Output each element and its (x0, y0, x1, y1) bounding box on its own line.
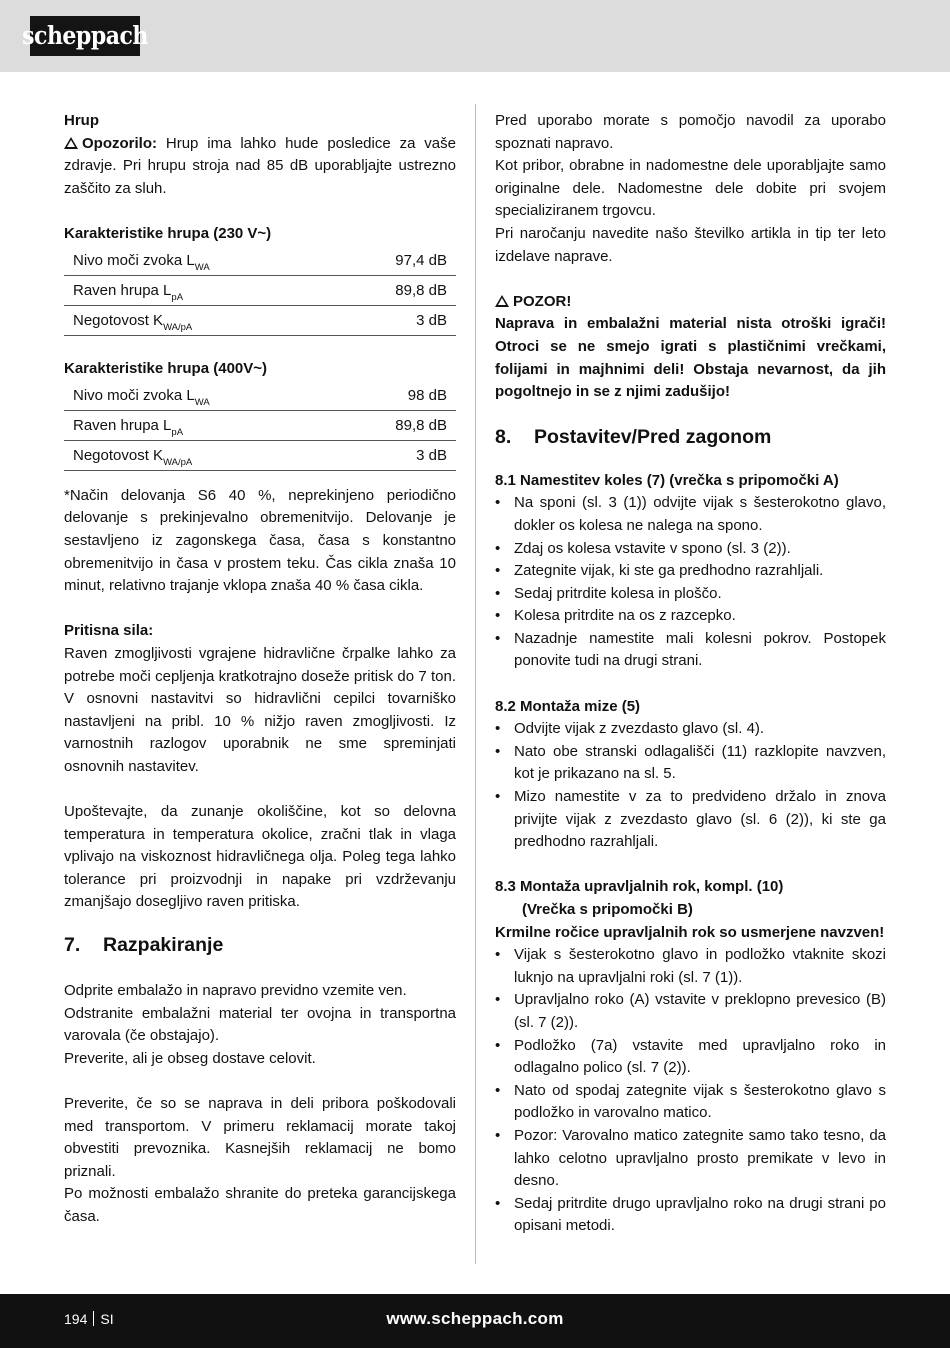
list-item: • Na sponi (sl. 3 (1)) odvijte vijak s šesterokotno glavo, dokler os kolesa ne nalega na spono. (495, 492, 886, 537)
section-title: Razpakiranje (103, 934, 224, 957)
spec-subscript: pA (171, 291, 184, 303)
language-code: SI (100, 1311, 114, 1327)
spec-value: 98 dB (341, 381, 456, 411)
storage-text: Po možnosti embalažo shranite do preteka garancijskega časa. (64, 1185, 456, 1225)
list-item: • Sedaj pritrdite kolesa in ploščo. (495, 583, 886, 606)
scheppach-logo (22, 16, 148, 56)
list-item: • Upravljalno roko (A) vstavite v preklopno prevesico (B) (sl. 7 (2)). (495, 989, 886, 1034)
list-item: • Kolesa pritrdite na os z razcepko. (495, 605, 886, 628)
operation-note: *Način delovanja S6 40 %, neprekinjeno periodično delovanje s prekinjevalno obremenitvijo. Delovanje je sestavljeno iz zagonskega časa, časa s konstantno obremenitvijo in časa v prostem teku. Čas cikla znaša 10 minut, relativno trajanje vklopa znaša 40 % časa cikla. (64, 486, 456, 595)
spec-subscript: pA (171, 426, 184, 438)
spec-value: 89,8 dB (341, 410, 456, 440)
website-url: www.scheppach.com (386, 1309, 564, 1328)
s81-list (495, 492, 886, 673)
spec-subscript: WA/pA (163, 456, 193, 468)
section-number: 7. (64, 934, 81, 957)
table-row (64, 246, 456, 276)
unpack-line: Odprite embalažo in napravo previdno vzemite ven. (64, 982, 407, 1000)
noise-warning-label: Opozorilo: (82, 134, 157, 152)
list-item: • Mizo namestite v za to predvideno držalo in znova privijte vijak z zvezdasto glavo (sl. 6 (2)), ki ste ga predhodno razrahljali. (495, 786, 886, 854)
table-row (64, 305, 456, 335)
table-row (64, 440, 456, 470)
environment-text: Upoštevajte, da zunanje okoliščine, kot so delovna temperatura in temperatura okolice, zračni tlak in vlaga vplivajo na viskoznost hidravličnega olja. Poleg tega lahko tolerance pri proizvodnji in napake pri vzdrževanju zmanjšajo dosegljivo raven pritiska. (64, 803, 456, 911)
spec-value: 3 dB (341, 440, 456, 470)
caution-label: POZOR! (513, 292, 572, 310)
list-item: • Zategnite vijak, ki ste ga predhodno razrahljali. (495, 560, 886, 583)
logo-text: scheppach (22, 21, 148, 51)
pressure-text: Raven zmogljivosti vgrajene hidravlične črpalke lahko za potrebe moči cepljenja kratkotrajno doseže pritisk do 7 ton. V osnovni nastavitvi so hidravlični cepilci tovarniško nastavljeni na pribl. 10 % nižjo raven zmogljivosti. Iz varnostnih razlogov uporabnik ne sme spreminjati osnovnih nastavitev. (64, 644, 456, 775)
warning-icon (495, 295, 509, 307)
table-row (64, 275, 456, 305)
s83-heading-line1: 8.3 Montaža upravljalnih rok, kompl. (10) (495, 878, 784, 896)
right-column (495, 110, 886, 1238)
table-row (64, 381, 456, 411)
list-item: • Odvijte vijak z zvezdasto glavo (sl. 4). (495, 718, 886, 741)
pressure-heading: Pritisna sila: (64, 622, 154, 640)
left-column (64, 110, 456, 1229)
s83-heading-line2: (Vrečka s pripomočki B) (522, 901, 693, 918)
list-item: • Vijak s šesterokotno glavo in podložko vtaknite skozi luknjo na upravljalni roki (sl. 7 (1)). (495, 944, 886, 989)
list-item: • Nato obe stranski odlagališči (11) razklopite navzven, kot je prikazano na sl. 5. (495, 741, 886, 786)
footer-bar (0, 1294, 950, 1348)
spec-subscript: WA (194, 261, 210, 273)
list-item: • Podložko (7a) vstavite med upravljalno roko in odlagalno polico (sl. 7 (2)). (495, 1035, 886, 1080)
column-divider (475, 104, 476, 1264)
list-item: • Nato od spodaj zategnite vijak s šesterokotno glavo s podložko in varovalno matico. (495, 1080, 886, 1125)
unpack-line: Preverite, ali je obseg dostave celovit. (64, 1049, 316, 1067)
noise-400-heading: Karakteristike hrupa (400V~) (64, 360, 268, 378)
intro-line: Kot pribor, obrabne in nadomestne dele uporabljajte samo originalne dele. Nadomestne dele dobite pri svojem specializiranem trgovcu. (495, 157, 886, 220)
unpack-line: Odstranite embalažni material ter ovojna in transportna varovala (če obstajajo). (64, 1004, 456, 1045)
page-number: 194 (64, 1311, 88, 1327)
spec-label: Negotovost K (73, 311, 164, 329)
table-row (64, 410, 456, 440)
spec-value: 3 dB (341, 305, 456, 335)
section-7-heading (64, 932, 456, 958)
noise-warning-text: Hrup ima lahko hude posledice za vaše zdravje. Pri hrupu stroja nad 85 dB uporabljajte ustrezno zaščito za sluh. (64, 134, 456, 197)
noise-warning (64, 133, 456, 201)
list-item: • Zdaj os kolesa vstavite v spono (sl. 3 (2)). (495, 538, 886, 561)
section-title: Postavitev/Pred zagonom (534, 425, 772, 448)
section-number: 8. (495, 425, 512, 448)
list-item: • Pozor: Varovalno matico zategnite samo tako tesno, da lahko celotno upravljalno prosto premikate v levo in desno. (495, 1125, 886, 1193)
list-item: • Nazadnje namestite mali kolesni pokrov. Postopek ponovite tudi na drugi strani. (495, 628, 886, 673)
header-bar (0, 0, 950, 72)
spec-subscript: WA (194, 396, 210, 408)
noise-230-heading: Karakteristike hrupa (230 V~) (64, 224, 272, 242)
section-8-heading (495, 424, 886, 450)
caution-heading (495, 291, 886, 314)
intro-line: Pred uporabo morate s pomočjo navodil za uporabo spoznati napravo. (495, 112, 886, 152)
s83-list (495, 944, 886, 1238)
s82-heading: 8.2 Montaža mize (5) (495, 697, 641, 715)
list-item: • Sedaj pritrdite drugo upravljalno roko na drugi strani po opisani metodi. (495, 1193, 886, 1238)
s83-note: Krmilne ročice upravljalnih rok so usmerjene navzven! (495, 923, 885, 941)
caution-text: Naprava in embalažni material nista otroški igrači! Otroci se ne smejo igrati s plastičnimi vrečkami, folijami in majhnimi deli! Obstaja nevarnost, da jih pogoltnejo in se z njimi zadušijo! (495, 315, 886, 401)
spec-label: Nivo moči zvoka L (73, 386, 195, 404)
intro-line: Pri naročanju navedite našo številko artikla in tip ter leto izdelave naprave. (495, 224, 886, 265)
s82-list (495, 718, 886, 854)
spec-value: 97,4 dB (341, 246, 456, 276)
noise-230-table (64, 246, 456, 336)
noise-400-table (64, 381, 456, 471)
noise-heading: Hrup (64, 112, 99, 129)
spec-subscript: WA/pA (163, 321, 193, 333)
s81-heading: 8.1 Namestitev koles (7) (vrečka s pripomočki A) (495, 471, 839, 489)
spec-value: 89,8 dB (341, 275, 456, 305)
warning-icon (64, 137, 78, 149)
spec-label: Raven hrupa L (73, 416, 172, 434)
spec-label: Negotovost K (73, 446, 164, 464)
spec-label: Nivo moči zvoka L (73, 251, 195, 269)
damage-text: Preverite, če so se naprava in deli pribora poškodovali med transportom. V primeru reklamacij morate takoj obvestiti prevoznika. Kasnejših reklamacij ne bomo priznali. (64, 1095, 456, 1180)
spec-label: Raven hrupa L (73, 281, 172, 299)
